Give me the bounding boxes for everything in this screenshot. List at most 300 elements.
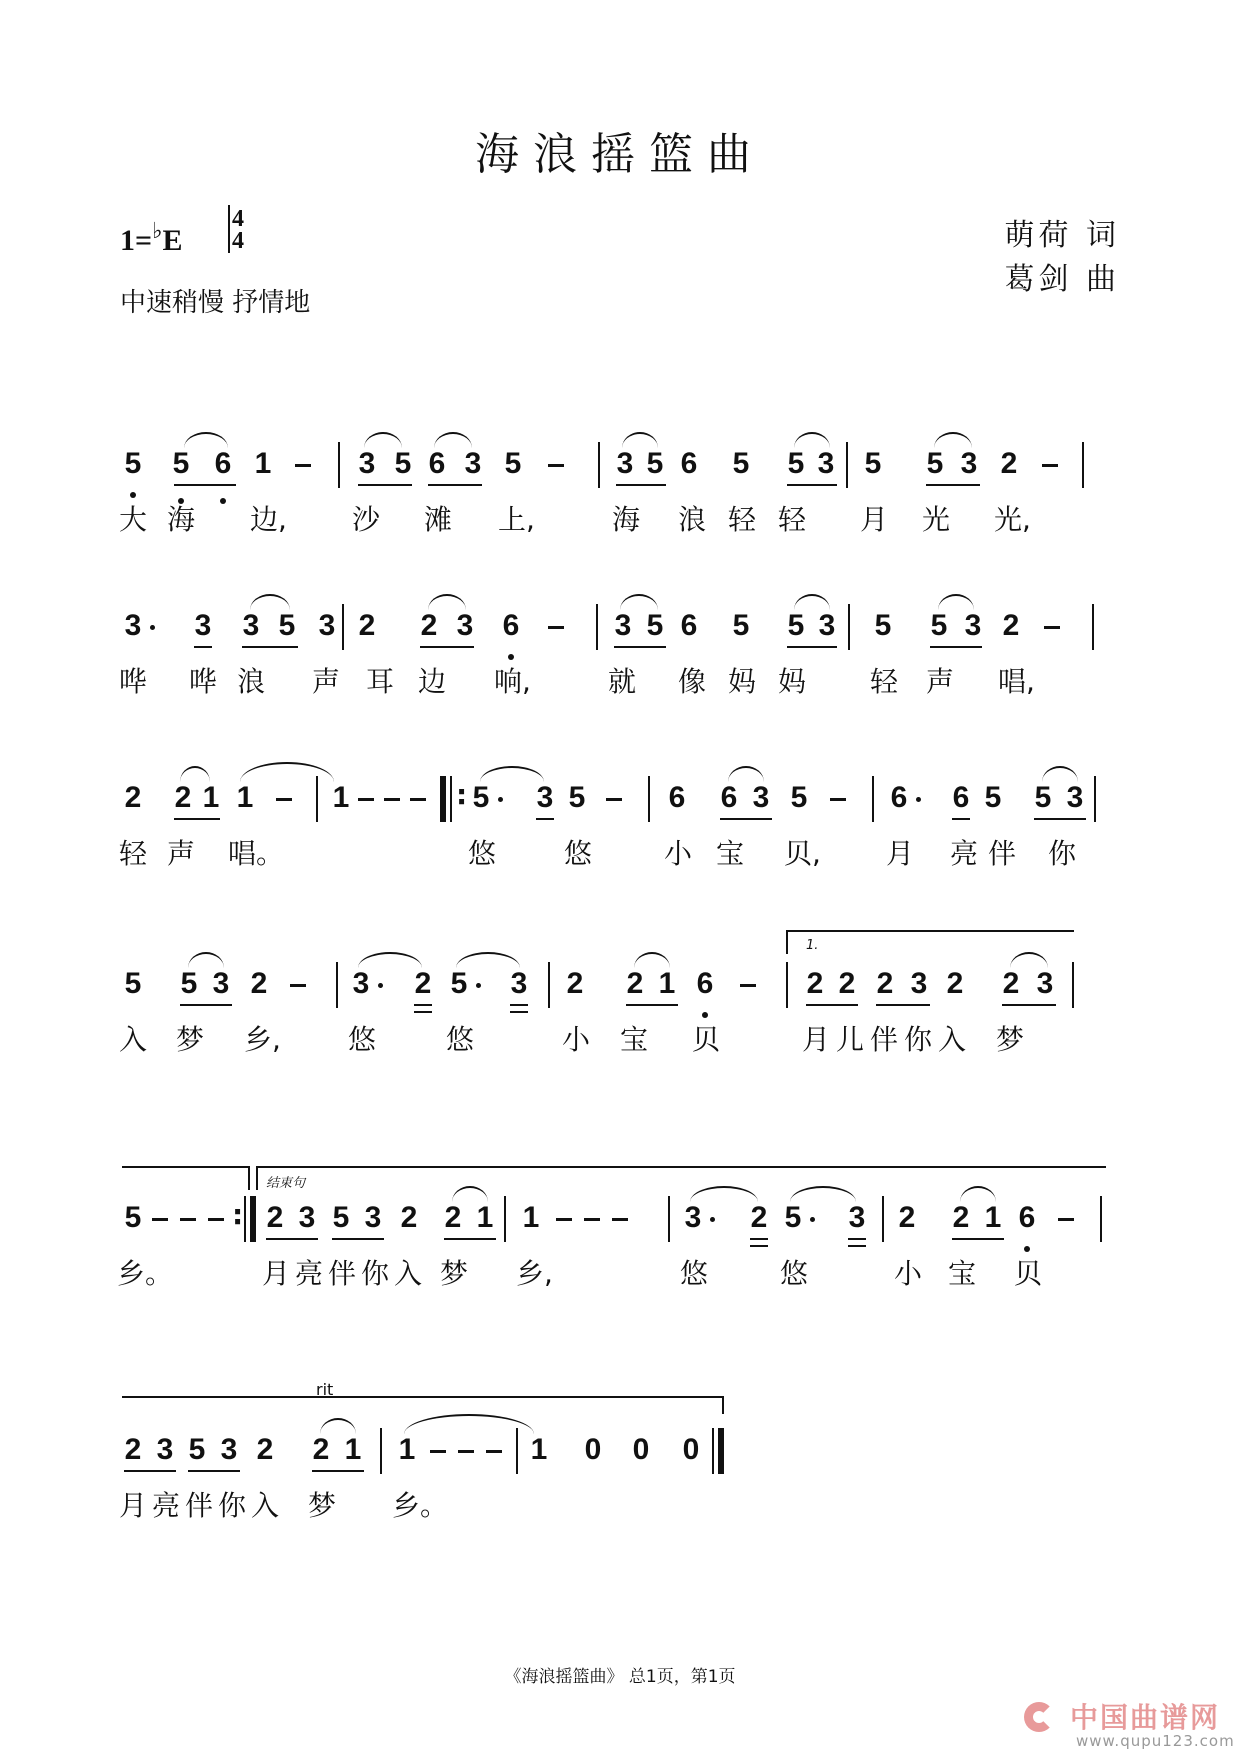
note: 5: [930, 609, 948, 642]
lyric: 梦: [307, 1489, 336, 1522]
repeat-end-thin-bar: [244, 1196, 246, 1242]
lyric: 悠: [679, 1257, 708, 1290]
slur: [794, 432, 830, 448]
repeat-start-thick-bar: [440, 776, 446, 822]
augmentation-dot: [378, 983, 383, 988]
barline: [882, 1196, 884, 1242]
slur: [1042, 766, 1078, 782]
volta-label: 结束句: [266, 1176, 306, 1191]
note: 2: [400, 1201, 418, 1234]
lyric: 海: [611, 503, 640, 536]
lyric: 贝: [1013, 1257, 1042, 1290]
underline: [536, 818, 554, 820]
note: 2: [358, 609, 376, 642]
score-line-3: [0, 780, 1240, 910]
dash: [740, 984, 756, 987]
note: 2: [1000, 447, 1018, 480]
note: 1: [344, 1433, 362, 1466]
barline: [1100, 1196, 1102, 1242]
slur: [188, 952, 224, 968]
underline: [180, 1004, 232, 1006]
lyric: 哗: [118, 665, 147, 698]
barline: [598, 442, 600, 488]
repeat-start-thin-bar: [450, 776, 452, 822]
slur: [434, 432, 472, 448]
note: 2: [806, 967, 824, 1000]
note: 5: [504, 447, 522, 480]
note: 3: [960, 447, 978, 480]
barline: [1092, 604, 1094, 650]
slur: [364, 432, 402, 448]
dash: [584, 1218, 600, 1221]
note: 3: [212, 967, 230, 1000]
note: 5: [864, 447, 882, 480]
underline: [952, 818, 970, 820]
underline: [428, 484, 482, 486]
barline: [338, 442, 340, 488]
lyric: 耳: [365, 665, 394, 698]
dash: [1042, 464, 1058, 467]
dash: [606, 798, 622, 801]
lyric: 伴: [184, 1489, 213, 1522]
score-line-1: [0, 446, 1240, 576]
note: 3: [510, 967, 528, 1000]
lyric: 声: [311, 665, 340, 698]
lyric: 月: [118, 1489, 147, 1522]
note: 2: [952, 1201, 970, 1234]
note: 2: [750, 1201, 768, 1234]
dash: [276, 798, 292, 801]
underline: [1034, 818, 1086, 820]
song-title: 海浪摇篮曲: [475, 129, 765, 180]
final-thin-bar: [712, 1428, 714, 1474]
note: 5: [124, 1201, 142, 1234]
slur: [320, 1418, 356, 1434]
slur: [938, 594, 974, 610]
underline: [626, 1004, 678, 1006]
note: 2: [1002, 967, 1020, 1000]
underline: [188, 1470, 240, 1472]
note: 3: [358, 447, 376, 480]
note: 5: [278, 609, 296, 642]
lyric: 贝,: [784, 837, 821, 870]
underline: [414, 1004, 432, 1006]
underline: [930, 646, 982, 648]
lyric: 乡。: [117, 1257, 174, 1290]
note: 3: [156, 1433, 174, 1466]
lyric: 你: [1047, 837, 1076, 870]
slur: [358, 952, 422, 968]
barline: [596, 604, 598, 650]
repeat-end-thick-bar: [250, 1196, 256, 1242]
note: 2: [250, 967, 268, 1000]
note: 5: [172, 447, 190, 480]
underline: [720, 818, 772, 820]
lyric: 海: [166, 503, 195, 536]
lyric: 亮: [949, 837, 978, 870]
note: 6: [680, 447, 698, 480]
dash: [180, 1218, 196, 1221]
lyric: 轻: [869, 665, 898, 698]
note: 6: [890, 781, 908, 814]
note: 3: [464, 447, 482, 480]
note: 5: [394, 447, 412, 480]
lyric: 妈: [727, 665, 756, 698]
underline: [616, 484, 666, 486]
watermark-url: www.qupu123.com: [1076, 1732, 1235, 1750]
slur: [428, 594, 466, 610]
note: 5: [790, 781, 808, 814]
slur: [480, 766, 544, 782]
lyric: 声: [925, 665, 954, 698]
note: 3: [817, 447, 835, 480]
dash: [1058, 1218, 1074, 1221]
note: 1: [984, 1201, 1002, 1234]
score-line-2: [0, 608, 1240, 738]
note: 5: [732, 609, 750, 642]
lyric: 小: [561, 1023, 590, 1056]
score-line-6: [0, 1432, 1240, 1562]
double-underline: [414, 1011, 432, 1013]
note: 5: [646, 609, 664, 642]
note: 6: [668, 781, 686, 814]
lyric: 轻: [118, 837, 147, 870]
lyric: 乡,: [244, 1023, 281, 1056]
repeat-dots: :: [456, 778, 468, 811]
note: 0: [584, 1433, 602, 1466]
barline: [1072, 962, 1074, 1008]
credits: [1004, 214, 1120, 302]
lyric: 宝: [715, 837, 744, 870]
augmentation-dot: [476, 983, 481, 988]
underline: [420, 646, 474, 648]
note: 6: [502, 609, 520, 642]
note: 3: [364, 1201, 382, 1234]
barline: [848, 604, 850, 650]
augmentation-dot: [150, 625, 155, 630]
repeat-dots: :: [232, 1198, 244, 1231]
note: 3: [1036, 967, 1054, 1000]
slur: [180, 766, 210, 782]
lyric: 入: [118, 1023, 147, 1056]
dash: [384, 798, 400, 801]
barline: [786, 962, 788, 1008]
note: 3: [194, 609, 212, 642]
lyric: 月: [261, 1257, 290, 1290]
underline: [312, 1470, 364, 1472]
note: 1: [530, 1433, 548, 1466]
slur: [634, 952, 670, 968]
composer: 葛剑 曲: [1004, 262, 1120, 297]
slur: [934, 432, 972, 448]
lyric: 悠: [445, 1023, 474, 1056]
note: 5: [1034, 781, 1052, 814]
note: 3: [298, 1201, 316, 1234]
note: 5: [472, 781, 490, 814]
dash: [208, 1218, 224, 1221]
note: 2: [174, 781, 192, 814]
note: 5: [568, 781, 586, 814]
underline: [174, 484, 236, 486]
lyric: 伴: [987, 837, 1016, 870]
watermark-name: 中国曲谱网: [1070, 1701, 1221, 1734]
lyric: 浪: [677, 503, 706, 536]
lyric: 沙: [351, 503, 380, 536]
page-footer: 《海浪摇篮曲》 总1页，第1页: [504, 1667, 736, 1687]
tie: [240, 762, 334, 782]
key-note: E: [162, 224, 183, 257]
underline: [124, 1470, 176, 1472]
note: 3: [536, 781, 554, 814]
lyric: 像: [677, 665, 706, 698]
dash: [410, 798, 426, 801]
underline: [266, 1238, 318, 1240]
watermark: [1024, 1696, 1234, 1752]
barline: [342, 604, 344, 650]
note: 3: [352, 967, 370, 1000]
note: 6: [696, 967, 714, 1000]
dash: [1044, 626, 1060, 629]
lyric: 边,: [250, 503, 287, 536]
note: 2: [312, 1433, 330, 1466]
note: 3: [818, 609, 836, 642]
time-fraction-bar: [228, 205, 230, 253]
note: 2: [124, 1433, 142, 1466]
note: 5: [188, 1433, 206, 1466]
lyric: 伴: [327, 1257, 356, 1290]
note: 1: [236, 781, 254, 814]
lyric: 儿: [835, 1023, 864, 1056]
note: 3: [684, 1201, 702, 1234]
volta-bracket-1: [786, 930, 1074, 954]
lyric: 大: [118, 503, 147, 536]
note: 6: [720, 781, 738, 814]
note: 5: [124, 447, 142, 480]
note: 1: [332, 781, 350, 814]
lyricist: 萌荷 词: [1004, 218, 1120, 253]
lyric: 乡。: [392, 1489, 449, 1522]
dash: [486, 1450, 502, 1453]
time-signature: [228, 208, 248, 252]
note: 2: [420, 609, 438, 642]
lyric: 梦: [175, 1023, 204, 1056]
note: 1: [522, 1201, 540, 1234]
underline: [194, 646, 212, 648]
underline: [848, 1238, 866, 1240]
time-top: 4: [232, 206, 244, 232]
key-signature: [120, 218, 183, 258]
double-underline: [750, 1245, 768, 1247]
note: 2: [414, 967, 432, 1000]
lyric: 浪: [236, 665, 265, 698]
note: 0: [682, 1433, 700, 1466]
note: 3: [752, 781, 770, 814]
dash: [358, 798, 374, 801]
barline: [516, 1428, 518, 1474]
lyric: 轻: [727, 503, 756, 536]
note: 3: [964, 609, 982, 642]
augmentation-dot: [498, 797, 503, 802]
note: 3: [318, 609, 336, 642]
double-underline: [510, 1011, 528, 1013]
underline: [242, 646, 298, 648]
lyric: 哗: [188, 665, 217, 698]
note: 6: [1018, 1201, 1036, 1234]
barline: [668, 1196, 670, 1242]
note: 5: [646, 447, 664, 480]
lyric: 月: [885, 837, 914, 870]
underline: [444, 1238, 496, 1240]
note: 2: [898, 1201, 916, 1234]
note: 1: [658, 967, 676, 1000]
note: 2: [1002, 609, 1020, 642]
note: 1: [202, 781, 220, 814]
note: 3: [220, 1433, 238, 1466]
note: 2: [566, 967, 584, 1000]
lyric: 轻: [777, 503, 806, 536]
note: 3: [1066, 781, 1084, 814]
underline: [614, 646, 666, 648]
barline: [846, 442, 848, 488]
lyric: 妈: [777, 665, 806, 698]
lyric: 小: [893, 1257, 922, 1290]
slur: [728, 766, 764, 782]
lyric: 贝: [691, 1023, 720, 1056]
lyric: 唱,: [998, 665, 1035, 698]
note: 6: [428, 447, 446, 480]
note: 3: [456, 609, 474, 642]
time-bottom: 4: [232, 228, 244, 254]
barline: [1082, 442, 1084, 488]
note: 2: [626, 967, 644, 1000]
lyric: 悠: [779, 1257, 808, 1290]
note: 5: [874, 609, 892, 642]
lyric: 声: [166, 837, 195, 870]
lyric: 你: [217, 1489, 246, 1522]
note: 2: [256, 1433, 274, 1466]
lyric: 上,: [498, 503, 535, 536]
lyric: 月: [859, 503, 888, 536]
slur: [620, 594, 658, 610]
barline: [1094, 776, 1096, 822]
underline: [332, 1238, 384, 1240]
dash: [612, 1218, 628, 1221]
note: 1: [476, 1201, 494, 1234]
note: 5: [784, 1201, 802, 1234]
volta-label: 1.: [806, 938, 819, 953]
note: 6: [680, 609, 698, 642]
barline: [872, 776, 874, 822]
note: 5: [124, 967, 142, 1000]
slur: [794, 594, 830, 610]
underline: [787, 646, 837, 648]
barline: [380, 1428, 382, 1474]
lyric: 入: [250, 1489, 279, 1522]
note: 5: [984, 781, 1002, 814]
note: 5: [732, 447, 750, 480]
final-thick-bar: [718, 1428, 724, 1474]
lyric: 伴: [869, 1023, 898, 1056]
note: 3: [910, 967, 928, 1000]
underline: [174, 818, 220, 820]
lyric: 唱。: [228, 837, 285, 870]
underline: [876, 1004, 930, 1006]
underline: [358, 484, 412, 486]
augmentation-dot: [710, 1217, 715, 1222]
lyric: 悠: [467, 837, 496, 870]
lyric: 入: [937, 1023, 966, 1056]
dash: [295, 464, 311, 467]
dash: [458, 1450, 474, 1453]
note: 2: [266, 1201, 284, 1234]
lyric: 响,: [494, 665, 531, 698]
dash: [830, 798, 846, 801]
barline: [648, 776, 650, 822]
rit-marking: rit: [316, 1380, 334, 1399]
dash: [152, 1218, 168, 1221]
lyric: 乡,: [516, 1257, 553, 1290]
note: 3: [242, 609, 260, 642]
underline: [1002, 1004, 1056, 1006]
slur: [250, 594, 290, 610]
underline: [510, 1004, 528, 1006]
underline: [806, 1004, 858, 1006]
lyric: 梦: [995, 1023, 1024, 1056]
note: 3: [614, 609, 632, 642]
dash: [548, 464, 564, 467]
slur: [184, 432, 228, 448]
note: 0: [632, 1433, 650, 1466]
lyric: 亮: [294, 1257, 323, 1290]
underline: [787, 484, 837, 486]
note: 2: [124, 781, 142, 814]
lyric: 边: [417, 665, 446, 698]
note: 2: [876, 967, 894, 1000]
barline: [336, 962, 338, 1008]
dash: [430, 1450, 446, 1453]
barline: [548, 962, 550, 1008]
lyric: 亮: [151, 1489, 180, 1522]
lyric: 光,: [994, 503, 1031, 536]
tie: [404, 1414, 534, 1434]
note: 5: [926, 447, 944, 480]
note: 5: [180, 967, 198, 1000]
note: 1: [398, 1433, 416, 1466]
barline: [316, 776, 318, 822]
lyric: 光: [921, 503, 950, 536]
lyric: 入: [393, 1257, 422, 1290]
note: 5: [787, 609, 805, 642]
slur: [622, 432, 658, 448]
note: 6: [952, 781, 970, 814]
lyric: 月: [801, 1023, 830, 1056]
note: 5: [787, 447, 805, 480]
lyric: 你: [360, 1257, 389, 1290]
flat-icon: ♭: [152, 218, 163, 243]
lyric: 你: [903, 1023, 932, 1056]
lyric: 悠: [347, 1023, 376, 1056]
low-octave-dot: [220, 498, 226, 504]
lyric: 悠: [563, 837, 592, 870]
note: 5: [332, 1201, 350, 1234]
note: 2: [838, 967, 856, 1000]
key-prefix: 1=: [120, 224, 153, 257]
note: 5: [450, 967, 468, 1000]
note: 3: [124, 609, 142, 642]
underline: [952, 1238, 1004, 1240]
barline: [504, 1196, 506, 1242]
volta-bracket-1-continued: [122, 1166, 250, 1190]
